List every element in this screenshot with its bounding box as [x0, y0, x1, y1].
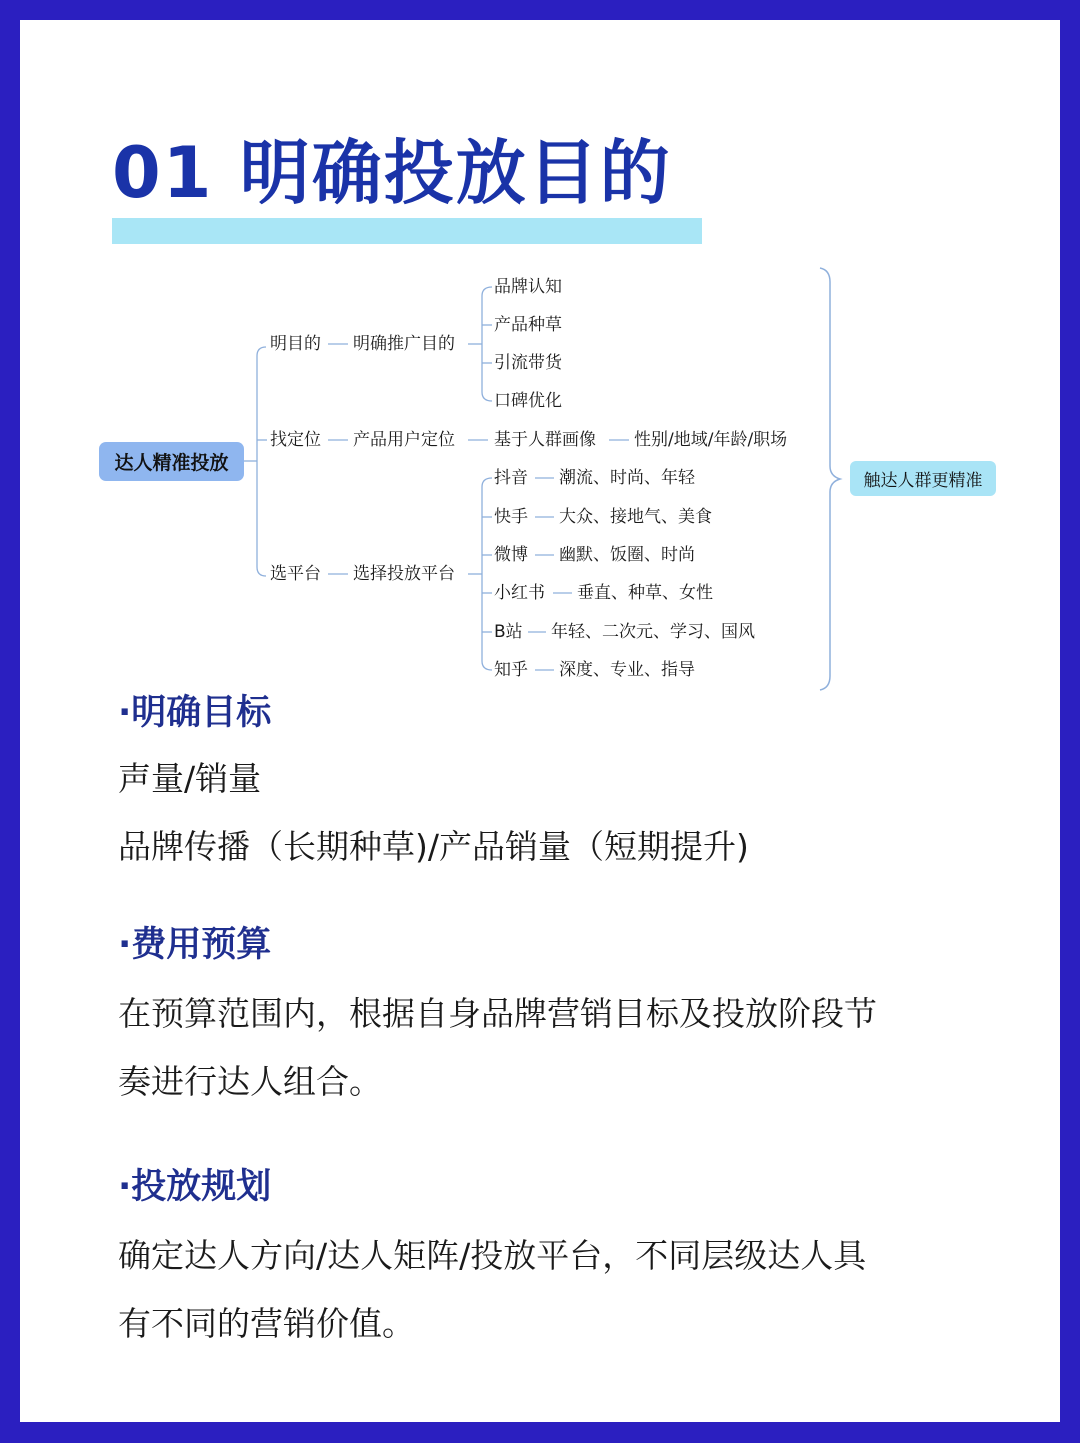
- outcome-node: 触达人群更精准: [850, 461, 996, 496]
- sub-node-positioning: 产品用户定位: [353, 430, 455, 450]
- section-planning: [118, 1167, 867, 1358]
- page-title: 01 明确投放目的: [112, 132, 672, 214]
- leaf-node: 产品种草: [494, 315, 562, 335]
- platform-desc: 潮流、时尚、年轻: [559, 468, 695, 488]
- platform-name: B站: [494, 622, 523, 642]
- platform-desc: 年轻、二次元、学习、国风: [551, 622, 755, 642]
- leaf-node: 品牌认知: [494, 277, 562, 297]
- section-budget: [118, 925, 877, 1116]
- sub-node-platform: 选择投放平台: [353, 564, 455, 584]
- platform-name: 抖音: [494, 468, 528, 488]
- platform-desc: 幽默、饭圈、时尚: [559, 545, 695, 565]
- section-line: 有不同的营销价值。: [118, 1304, 415, 1343]
- platform-name: 知乎: [494, 660, 528, 680]
- section-line: 品牌传播（长期种草)/产品销量（短期提升): [118, 827, 749, 866]
- branch-node-purpose: 明目的: [270, 334, 321, 354]
- platform-desc: 大众、接地气、美食: [559, 507, 712, 527]
- root-node: 达人精准投放: [99, 442, 244, 481]
- platform-name: 微博: [494, 545, 528, 565]
- branch-node-positioning: 找定位: [270, 430, 321, 450]
- platform-desc: 垂直、种草、女性: [577, 583, 713, 603]
- mind-map: [20, 20, 1060, 720]
- section-heading: ·费用预算: [118, 925, 272, 965]
- sub-node-purpose: 明确推广目的: [353, 334, 455, 354]
- section-line: 在预算范围内，根据自身品牌营销目标及投放阶段节: [118, 994, 877, 1033]
- leaf-node: 口碑优化: [494, 391, 562, 411]
- leaf-node: 引流带货: [494, 353, 562, 373]
- leaf-node-persona-detail: 性别/地域/年龄/职场: [634, 430, 788, 450]
- platform-name: 快手: [494, 507, 528, 527]
- section-line: 确定达人方向/达人矩阵/投放平台，不同层级达人具: [118, 1236, 867, 1275]
- section-goals: [118, 693, 749, 881]
- section-heading: ·明确目标: [118, 693, 272, 733]
- section-line: 奏进行达人组合。: [118, 1062, 382, 1101]
- branch-node-platform: 选平台: [270, 564, 321, 584]
- content-card: [20, 20, 1060, 1422]
- section-line: 声量/销量: [118, 759, 262, 798]
- platform-desc: 深度、专业、指导: [559, 660, 695, 680]
- leaf-node-persona: 基于人群画像: [494, 430, 596, 450]
- section-heading: ·投放规划: [118, 1167, 272, 1207]
- platform-name: 小红书: [494, 583, 545, 603]
